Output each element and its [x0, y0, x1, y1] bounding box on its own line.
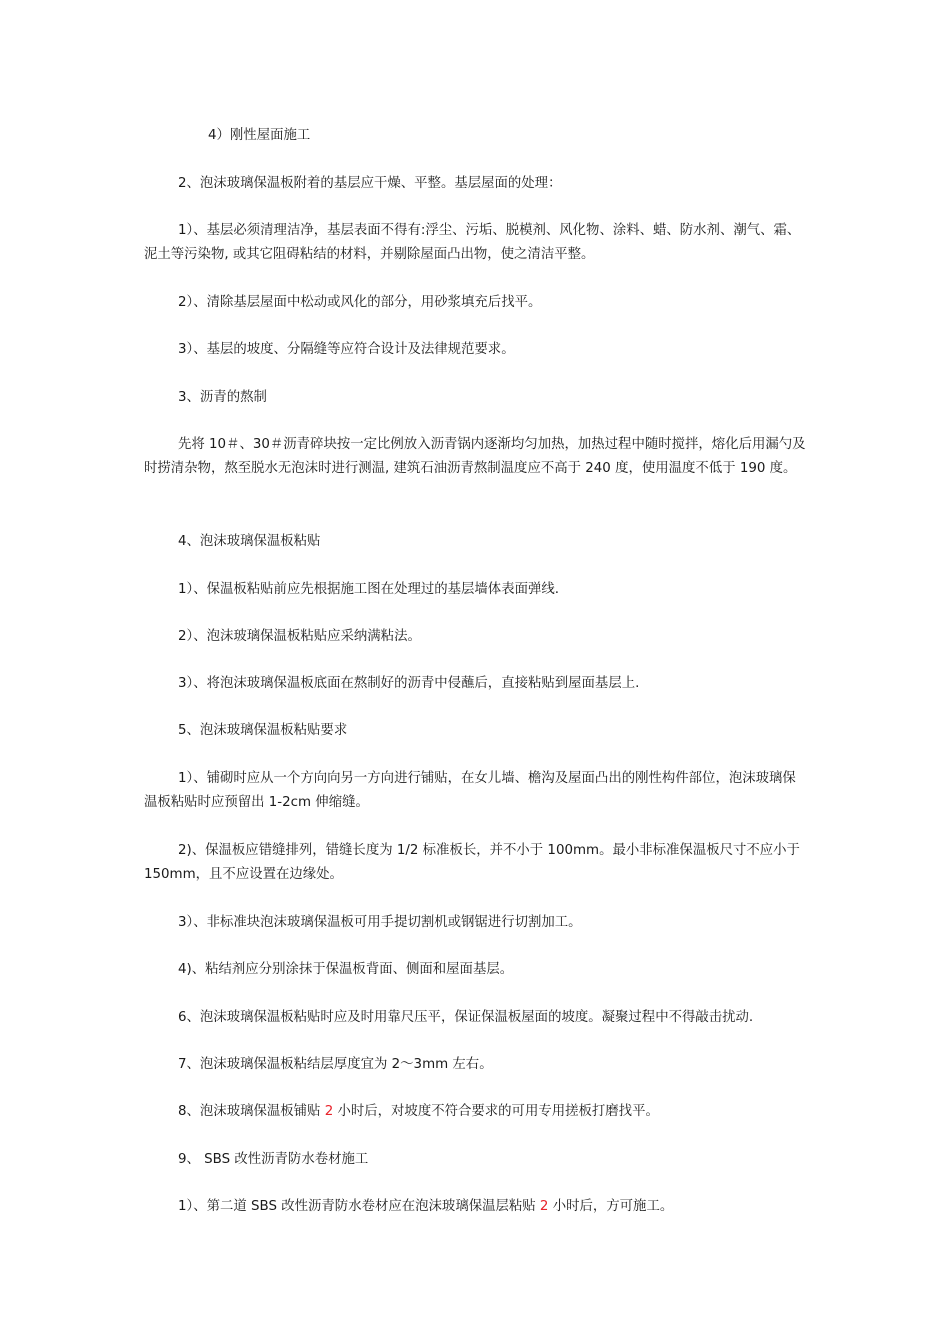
- text-segment: 小时后，方可施工。: [548, 1199, 674, 1214]
- paragraph-sbs-heading: 9、 SBS 改性沥青防水卷材施工: [178, 1152, 369, 1167]
- paragraph-level: 6、泡沫玻璃保温板粘贴时应及时用靠尺压平，保证保温板屋面的坡度。凝聚过程中不得敲击扰动.: [178, 1010, 754, 1025]
- paragraph-layout-lines: 1）、保温板粘贴前应先根据施工图在处理过的基层墙体表面弹线.: [178, 582, 560, 597]
- paragraph-asphalt-process: 先将 10＃、30＃沥青碎块按一定比例放入沥青锅内逐渐均匀加热，加热过程中随时搅拌，熔化后用漏勺及时捞清杂物，熬至脱水无泡沫时进行测温, 建筑石油沥青熬制温度应不高于 240 度，使用温度不低于 190 度。: [144, 437, 806, 476]
- paragraph-adhesive: 4)、粘结剂应分别涂抹于保温板背面、侧面和屋面基层。: [178, 962, 514, 977]
- paragraph-sanding: [144, 1100, 808, 1124]
- paragraph-base-layer: 2、泡沫玻璃保温板附着的基层应干燥、平整。基层屋面的处理：: [178, 176, 562, 191]
- paragraph-laying-direction: 1）、铺砌时应从一个方向向另一方向进行铺贴，在女儿墙、檐沟及屋面凸出的刚性构件部位，泡沫玻璃保温板粘贴时应预留出 1-2cm 伸缩缝。: [144, 771, 796, 810]
- paragraph-asphalt-heading: 3、沥青的熬制: [178, 390, 267, 405]
- paragraph-cutting: 3）、非标准块泡沫玻璃保温板可用手提切割机或钢锯进行切割加工。: [178, 915, 582, 930]
- paragraph-sbs-second-layer: [144, 1195, 808, 1219]
- paragraph-full-bond: 2）、泡沫玻璃保温板粘贴应采纳满粘法。: [178, 629, 421, 644]
- paragraph-remove-loose: 2）、清除基层屋面中松动或风化的部分，用砂浆填充后找平。: [178, 295, 542, 310]
- paragraph-thickness: 7、泡沫玻璃保温板粘结层厚度宜为 2～3mm 左右。: [178, 1057, 493, 1072]
- paragraph-clean-base: 1）、基层必须清理洁净，基层表面不得有:浮尘、污垢、脱模剂、风化物、涂料、蜡、防水剂、潮气、霜、泥土等污染物, 或其它阻碍粘结的材料，并剔除屋面凸出物，使之清洁平整。: [144, 223, 801, 262]
- paragraph-bond-requirements: 5、泡沫玻璃保温板粘贴要求: [178, 723, 348, 738]
- paragraph-dip-bond: 3）、将泡沫玻璃保温板底面在熬制好的沥青中侵蘸后，直接粘贴到屋面基层上.: [178, 676, 640, 691]
- paragraph-slope: 3）、基层的坡度、分隔缝等应符合设计及法律规范要求。: [178, 342, 515, 357]
- paragraph-board-bonding: 4、泡沫玻璃保温板粘贴: [178, 534, 321, 549]
- text-segment: 8、泡沫玻璃保温板铺贴: [178, 1104, 325, 1119]
- highlighted-hours: 2: [324, 1104, 334, 1119]
- highlighted-hours: 2: [539, 1199, 549, 1214]
- paragraph-staggered-joints: 2)、保温板应错缝排列，错缝长度为 1/2 标准板长，并不小于 100mm。最小非标准保温板尺寸不应小于 150mm，且不应设置在边缘处。: [144, 843, 800, 882]
- text-segment: 1）、第二道 SBS 改性沥青防水卷材应在泡沫玻璃保温层粘贴: [178, 1199, 540, 1214]
- paragraph-rigid-roof: 4）刚性屋面施工: [208, 128, 311, 143]
- text-segment: 小时后，对坡度不符合要求的可用专用搓板打磨找平。: [333, 1104, 659, 1119]
